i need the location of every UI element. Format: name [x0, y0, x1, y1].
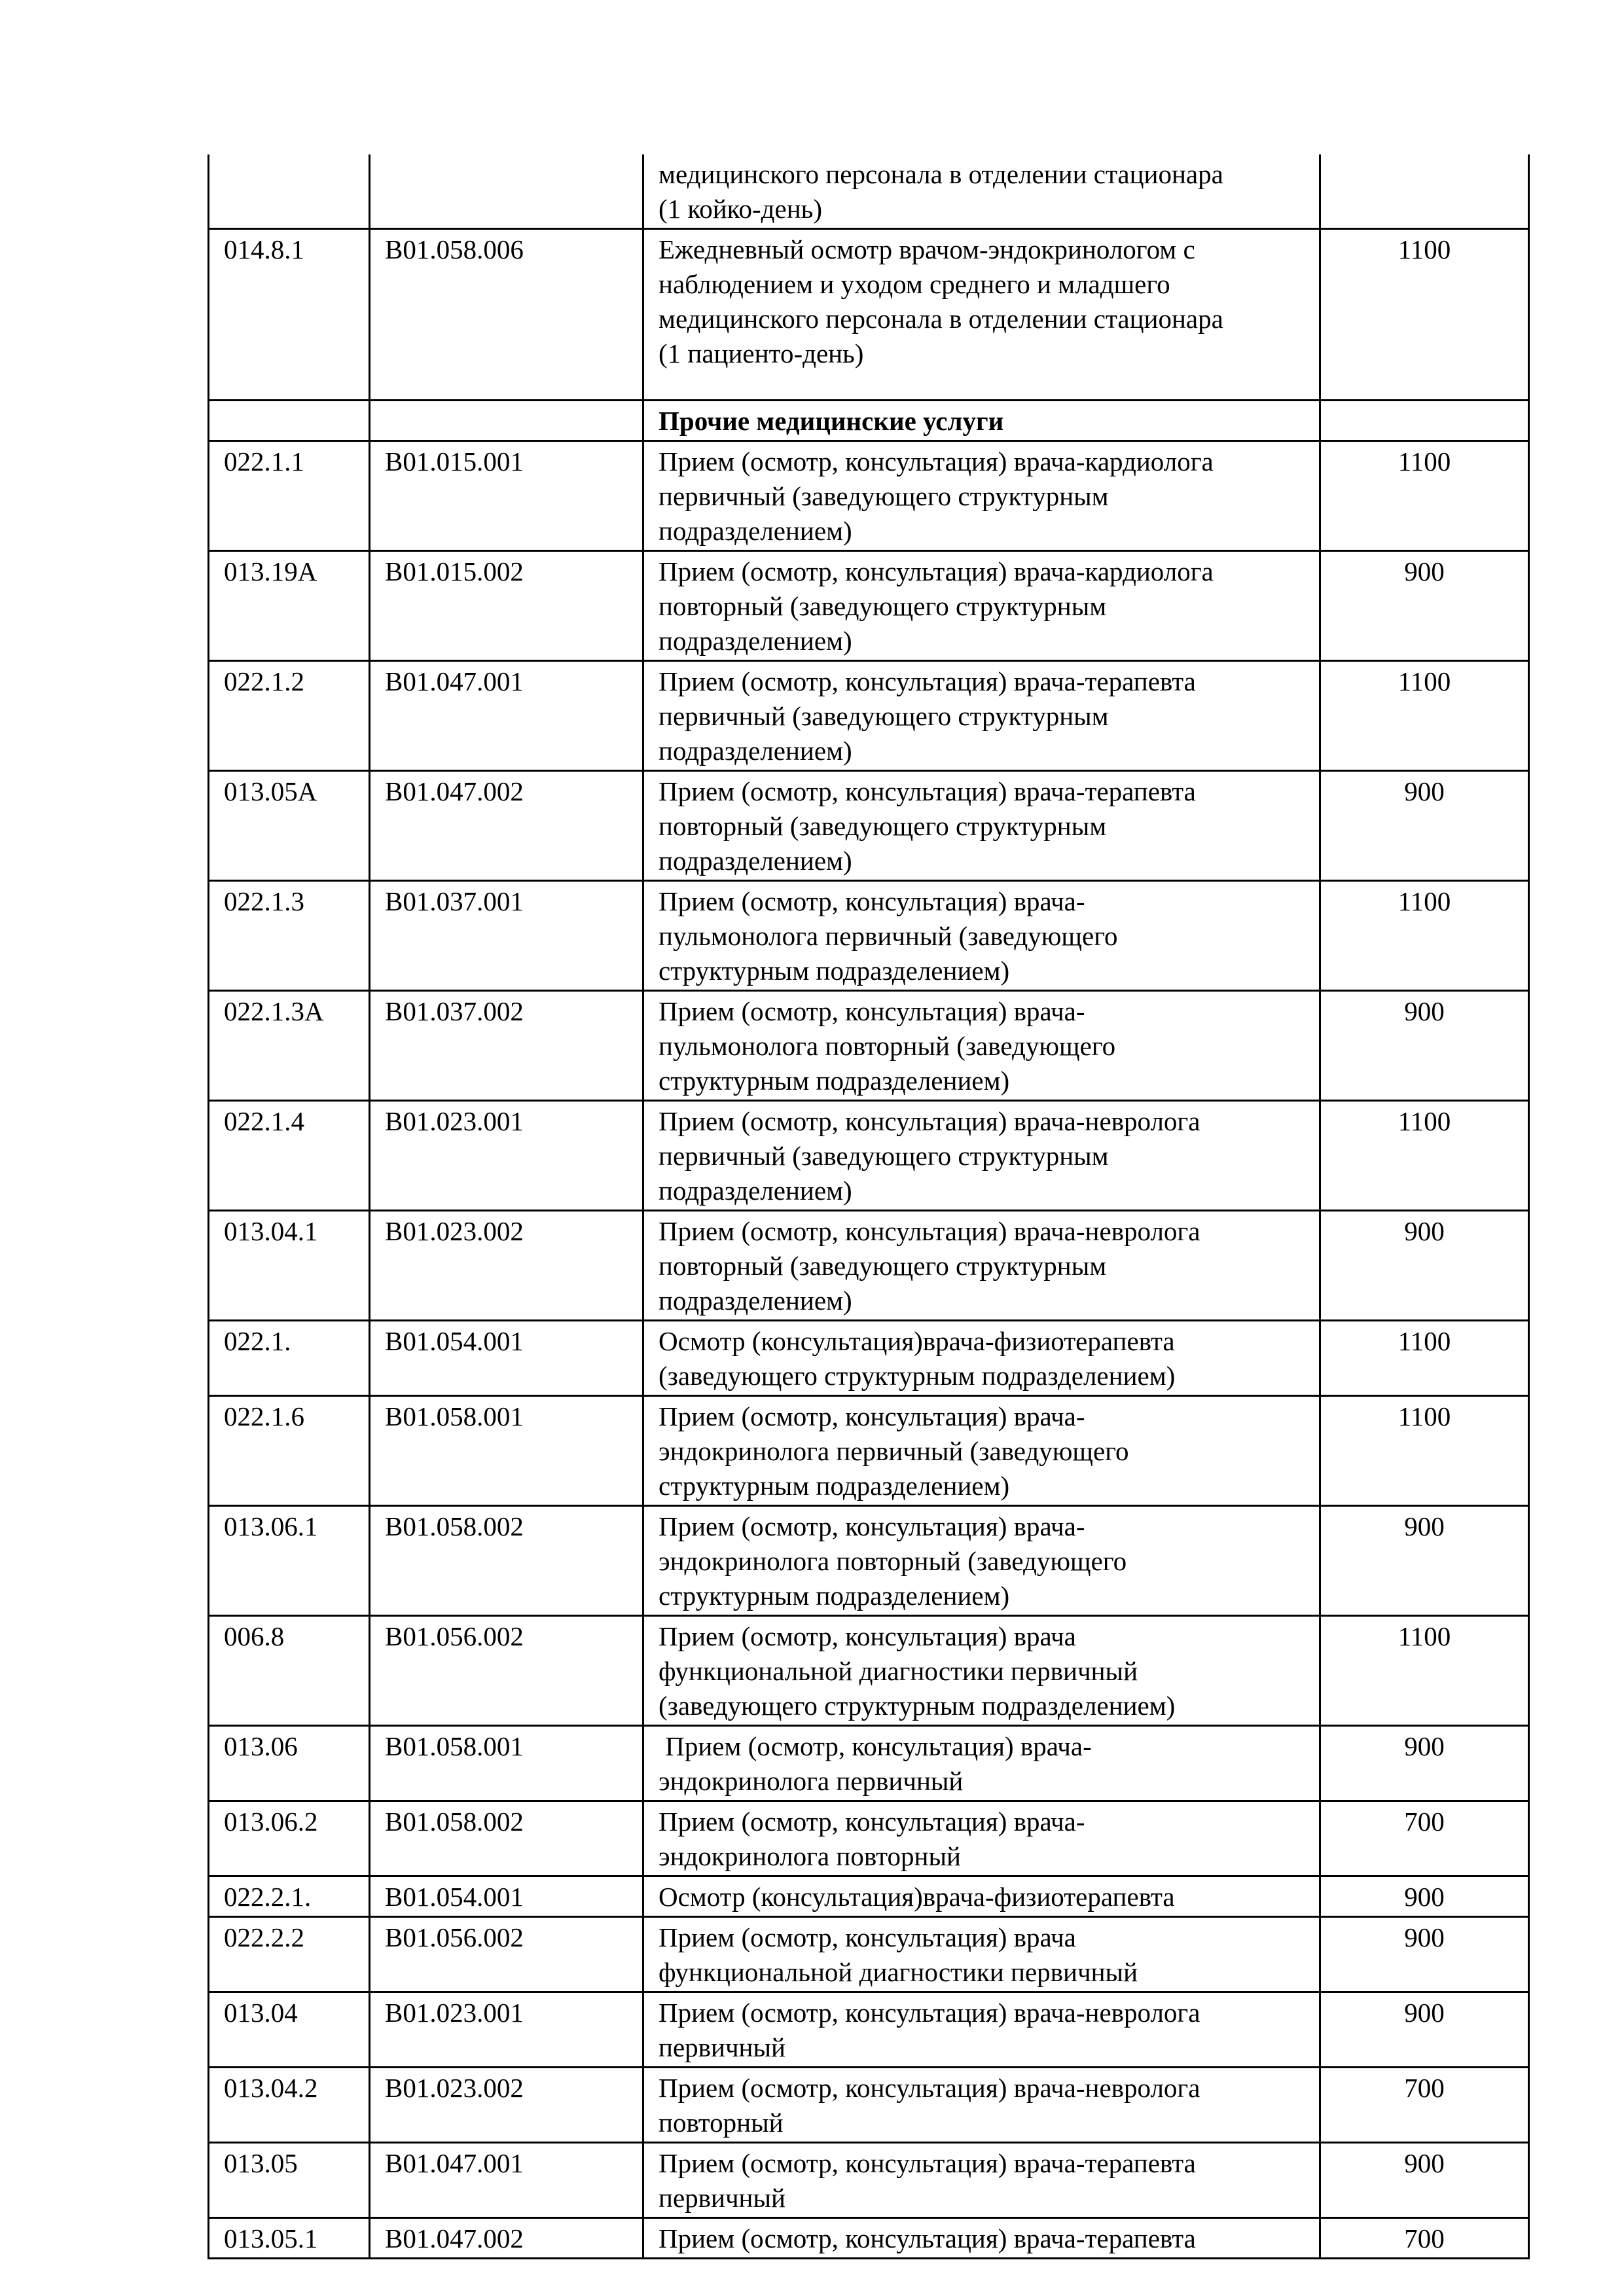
- row-price-cell: [1320, 1321, 1529, 1396]
- row-service-code-text: B01.023.001: [385, 1998, 524, 2028]
- row-code-text: 022.1.4: [224, 1106, 304, 1136]
- table-row: [209, 1726, 1529, 1801]
- row-price-text: 900: [1404, 2148, 1445, 2178]
- row-service-code-cell: [370, 2143, 643, 2218]
- row-code-text: 013.05.1: [224, 2223, 318, 2253]
- row-service-code-cell: [370, 1992, 643, 2068]
- row-service-name-text: Прием (осмотр, консультация) врача-кардиолога первичный (заведующего структурным подразделением): [659, 446, 1214, 546]
- row-code-text: 013.06: [224, 1731, 298, 1761]
- row-code-cell: [209, 2143, 370, 2218]
- row-code-cell: [209, 1506, 370, 1616]
- table-row: [209, 1101, 1529, 1211]
- row-service-code-cell: [370, 661, 643, 771]
- row-service-name-cell: [643, 1616, 1320, 1726]
- row-code-cell: [209, 771, 370, 881]
- row-service-code-text: B01.015.002: [385, 556, 524, 586]
- row-service-name-cell: [643, 1396, 1320, 1506]
- table-row: [209, 991, 1529, 1101]
- row-service-code-cell: [370, 1726, 643, 1801]
- table-row: [209, 1616, 1529, 1726]
- row-code-cell: [209, 1616, 370, 1726]
- row-service-code-text: B01.058.006: [385, 234, 524, 264]
- row-code-cell: [209, 1876, 370, 1917]
- row-service-name-text: Прием (осмотр, консультация) врача функциональной диагностики первичный: [659, 1922, 1138, 1987]
- table-row: [209, 441, 1529, 551]
- row-service-code-text: B01.054.001: [385, 1882, 524, 1912]
- row-price-cell: [1320, 2143, 1529, 2218]
- row-code-text: 022.1.3: [224, 886, 304, 916]
- row-service-name-cell: [643, 1211, 1320, 1321]
- row-code-cell: [209, 991, 370, 1101]
- row-price-text: 900: [1404, 556, 1445, 586]
- row-service-name-text: Прием (осмотр, консультация) врача- пульмонолога первичный (заведующего структурным подразделением): [659, 886, 1118, 986]
- row-code-text: 013.05: [224, 2148, 298, 2178]
- row-price-cell: [1320, 1992, 1529, 2068]
- row-service-name-cell: [643, 2143, 1320, 2218]
- row-price-text: 900: [1404, 1998, 1445, 2028]
- row-code-text: 022.1.2: [224, 666, 304, 696]
- row-price-cell: [1320, 1506, 1529, 1616]
- row-price-cell: [1320, 1211, 1529, 1321]
- row-service-code-text: B01.047.001: [385, 2148, 524, 2178]
- row-service-name-text: Прием (осмотр, консультация) врача-терапевта первичный (заведующего структурным подразделением): [659, 666, 1196, 766]
- row-code-cell: [209, 1801, 370, 1876]
- row-service-code-cell: [370, 991, 643, 1101]
- row-service-name-cell: [643, 991, 1320, 1101]
- row-price-text: 900: [1404, 1922, 1445, 1952]
- row-price-cell: [1320, 2218, 1529, 2259]
- heading-empty-price-cell: [1320, 401, 1529, 441]
- row-service-name-cell: [643, 881, 1320, 991]
- row-service-name-text: Прием (осмотр, консультация) врача-кардиолога повторный (заведующего структурным подразделением): [659, 556, 1214, 656]
- row-price-cell: [1320, 551, 1529, 661]
- row-code-text: 006.8: [224, 1621, 285, 1651]
- row-service-name-text: Осмотр (консультация)врача-физиотерапевта: [659, 1882, 1175, 1912]
- row-price-cell: [1320, 881, 1529, 991]
- row-code-cell: [209, 881, 370, 991]
- row-price-text: 1100: [1398, 446, 1451, 476]
- row-price-text: 1100: [1398, 1106, 1451, 1136]
- row-service-name-text: Прием (осмотр, консультация) врача-невролога повторный: [659, 2073, 1200, 2138]
- row-service-code-cell: [370, 1211, 643, 1321]
- row-service-name-text: медицинского персонала в отделении стационара (1 койко-день): [659, 159, 1223, 224]
- table-row: [209, 1876, 1529, 1917]
- row-service-code-text: B01.037.001: [385, 886, 524, 916]
- row-service-name-text: Прием (осмотр, консультация) врача- эндокринолога повторный (заведующего структурным подразделением): [659, 1511, 1127, 1611]
- row-service-code-cell: [370, 1506, 643, 1616]
- table-row: [209, 1321, 1529, 1396]
- row-service-code-text: B01.054.001: [385, 1326, 524, 1356]
- row-code-cell: [209, 1726, 370, 1801]
- row-price-text: 700: [1404, 2073, 1445, 2103]
- row-service-code-cell: [370, 1876, 643, 1917]
- row-service-code-cell: [370, 1616, 643, 1726]
- row-service-code-cell: [370, 154, 643, 229]
- row-service-code-cell: [370, 881, 643, 991]
- row-service-name-cell: [643, 1992, 1320, 2068]
- row-service-name-cell: [643, 2068, 1320, 2143]
- row-service-code-text: B01.037.002: [385, 996, 524, 1026]
- row-service-code-text: B01.047.002: [385, 2223, 524, 2253]
- table-row: [209, 1396, 1529, 1506]
- row-code-text: 022.2.2: [224, 1922, 304, 1952]
- row-service-name-text: Ежедневный осмотр врачом-эндокринологом с наблюдением и уходом среднего и младшего медицинского персонала в отделении стационара (1 пациенто-день): [659, 234, 1223, 368]
- row-price-text: 1100: [1398, 1621, 1451, 1651]
- row-service-name-cell: [643, 661, 1320, 771]
- row-price-text: 1100: [1398, 666, 1451, 696]
- row-service-code-text: B01.056.002: [385, 1621, 524, 1651]
- row-service-name-cell: [643, 154, 1320, 229]
- row-code-text: 022.2.1.: [224, 1882, 312, 1912]
- table-row: [209, 551, 1529, 661]
- row-service-name-cell: [643, 1917, 1320, 1992]
- row-code-cell: [209, 1321, 370, 1396]
- row-code-text: 013.04.1: [224, 1216, 318, 1246]
- row-service-code-text: B01.058.001: [385, 1401, 524, 1431]
- table-row: [209, 1801, 1529, 1876]
- table-row: [209, 2143, 1529, 2218]
- price-list-page: [208, 154, 1528, 2259]
- row-service-code-text: B01.047.002: [385, 776, 524, 806]
- row-service-name-text: Прием (осмотр, консультация) врача- пульмонолога повторный (заведующего структурным подразделением): [659, 996, 1116, 1096]
- row-price-text: 900: [1404, 1511, 1445, 1541]
- row-price-text: 700: [1404, 1806, 1445, 1837]
- row-code-cell: [209, 551, 370, 661]
- row-service-code-text: B01.023.001: [385, 1106, 524, 1136]
- row-service-code-text: B01.056.002: [385, 1922, 524, 1952]
- table-row: [209, 1506, 1529, 1616]
- row-price-cell: [1320, 1876, 1529, 1917]
- row-service-name-cell: [643, 551, 1320, 661]
- row-service-code-text: B01.058.001: [385, 1731, 524, 1761]
- table-row: [209, 771, 1529, 881]
- row-service-code-cell: [370, 441, 643, 551]
- row-code-cell: [209, 1992, 370, 2068]
- row-code-text: 013.06.1: [224, 1511, 318, 1541]
- row-service-name-cell: [643, 1801, 1320, 1876]
- row-code-text: 022.1.3А: [224, 996, 324, 1026]
- table-row: [209, 154, 1529, 229]
- table-row: [209, 1917, 1529, 1992]
- row-service-name-cell: [643, 229, 1320, 401]
- table-row: [209, 2218, 1529, 2259]
- row-price-cell: [1320, 1616, 1529, 1726]
- row-service-name-text: Прием (осмотр, консультация) врача-невролога первичный: [659, 1998, 1200, 2062]
- heading-empty-code-cell: [209, 401, 370, 441]
- row-service-name-text: Прием (осмотр, консультация) врача- эндокринолога повторный: [659, 1806, 1085, 1871]
- row-service-code-cell: [370, 771, 643, 881]
- price-list-body: [209, 154, 1529, 2259]
- row-service-code-text: B01.058.002: [385, 1806, 524, 1837]
- row-service-name-cell: [643, 1321, 1320, 1396]
- row-code-cell: [209, 1101, 370, 1211]
- row-price-text: 900: [1404, 996, 1445, 1026]
- row-service-code-text: B01.058.002: [385, 1511, 524, 1541]
- row-price-cell: [1320, 661, 1529, 771]
- table-row: [209, 661, 1529, 771]
- row-price-text: 900: [1404, 1882, 1445, 1912]
- row-service-name-cell: [643, 1506, 1320, 1616]
- row-price-cell: [1320, 2068, 1529, 2143]
- row-service-code-cell: [370, 1396, 643, 1506]
- row-service-code-text: B01.023.002: [385, 2073, 524, 2103]
- row-service-code-cell: [370, 229, 643, 401]
- row-service-name-text: Прием (осмотр, консультация) врача-невролога первичный (заведующего структурным подразделением): [659, 1106, 1200, 1206]
- row-code-text: 013.05А: [224, 776, 317, 806]
- row-price-cell: [1320, 1101, 1529, 1211]
- row-price-text: 900: [1404, 776, 1445, 806]
- row-price-cell: [1320, 991, 1529, 1101]
- row-price-text: 1100: [1398, 886, 1451, 916]
- section-heading-cell: [643, 401, 1320, 441]
- row-service-code-cell: [370, 1917, 643, 1992]
- price-list-table: [208, 154, 1530, 2259]
- table-row: [209, 229, 1529, 401]
- row-code-cell: [209, 2218, 370, 2259]
- row-code-cell: [209, 2068, 370, 2143]
- row-service-name-cell: [643, 441, 1320, 551]
- row-code-text: 013.06.2: [224, 1806, 318, 1837]
- row-code-text: 014.8.1: [224, 234, 304, 264]
- row-price-text: 1100: [1398, 234, 1451, 264]
- row-code-text: 022.1.: [224, 1326, 291, 1356]
- row-code-text: 013.04: [224, 1998, 298, 2028]
- row-service-name-text: Прием (осмотр, консультация) врача функциональной диагностики первичный (заведующего структурным подразделением): [659, 1621, 1176, 1721]
- row-service-name-text: Прием (осмотр, консультация) врача-невролога повторный (заведующего структурным подразделением): [659, 1216, 1200, 1316]
- row-service-name-cell: [643, 2218, 1320, 2259]
- row-service-code-cell: [370, 1321, 643, 1396]
- row-code-cell: [209, 1211, 370, 1321]
- row-service-name-cell: [643, 1101, 1320, 1211]
- row-code-cell: [209, 1917, 370, 1992]
- row-price-text: 1100: [1398, 1326, 1451, 1356]
- row-price-text: 900: [1404, 1731, 1445, 1761]
- row-price-cell: [1320, 1396, 1529, 1506]
- row-service-name-text: Осмотр (консультация)врача-физиотерапевта (заведующего структурным подразделением): [659, 1326, 1176, 1391]
- row-service-name-cell: [643, 1726, 1320, 1801]
- table-row: [209, 2068, 1529, 2143]
- row-code-cell: [209, 154, 370, 229]
- row-price-cell: [1320, 229, 1529, 401]
- row-service-name-text: Прием (осмотр, консультация) врача-терапевта первичный: [659, 2148, 1196, 2213]
- row-price-cell: [1320, 1917, 1529, 1992]
- row-service-code-cell: [370, 551, 643, 661]
- row-price-cell: [1320, 441, 1529, 551]
- row-service-name-text: Прием (осмотр, консультация) врача-терапевта: [659, 2223, 1196, 2253]
- row-service-code-text: B01.023.002: [385, 1216, 524, 1246]
- row-code-text: 022.1.1: [224, 446, 304, 476]
- section-heading-row: [209, 401, 1529, 441]
- row-price-text: 1100: [1398, 1401, 1451, 1431]
- row-code-cell: [209, 1396, 370, 1506]
- row-service-code-text: B01.015.001: [385, 446, 524, 476]
- row-code-cell: [209, 229, 370, 401]
- table-row: [209, 1211, 1529, 1321]
- row-service-name-cell: [643, 1876, 1320, 1917]
- row-price-text: 900: [1404, 1216, 1445, 1246]
- row-service-name-text: Прием (осмотр, консультация) врача-терапевта повторный (заведующего структурным подразделением): [659, 776, 1196, 876]
- table-row: [209, 1992, 1529, 2068]
- row-service-name-cell: [643, 771, 1320, 881]
- row-code-text: 013.19А: [224, 556, 317, 586]
- row-code-text: 013.04.2: [224, 2073, 318, 2103]
- table-row: [209, 881, 1529, 991]
- row-price-cell: [1320, 771, 1529, 881]
- row-service-code-cell: [370, 2218, 643, 2259]
- row-service-code-text: B01.047.001: [385, 666, 524, 696]
- row-price-cell: [1320, 1801, 1529, 1876]
- row-service-code-cell: [370, 1101, 643, 1211]
- row-price-text: 700: [1404, 2223, 1445, 2253]
- row-service-name-text: Прием (осмотр, консультация) врача- эндокринолога первичный (заведующего структурным подразделением): [659, 1401, 1129, 1501]
- row-code-text: 022.1.6: [224, 1401, 304, 1431]
- row-service-name-text: Прием (осмотр, консультация) врача- эндокринолога первичный: [659, 1731, 1092, 1796]
- row-code-cell: [209, 441, 370, 551]
- row-service-code-cell: [370, 2068, 643, 2143]
- heading-empty-service-code-cell: [370, 401, 643, 441]
- row-price-cell: [1320, 154, 1529, 229]
- row-service-code-cell: [370, 1801, 643, 1876]
- section-heading: Прочие медицинские услуги: [659, 406, 1004, 436]
- row-price-cell: [1320, 1726, 1529, 1801]
- row-code-cell: [209, 661, 370, 771]
